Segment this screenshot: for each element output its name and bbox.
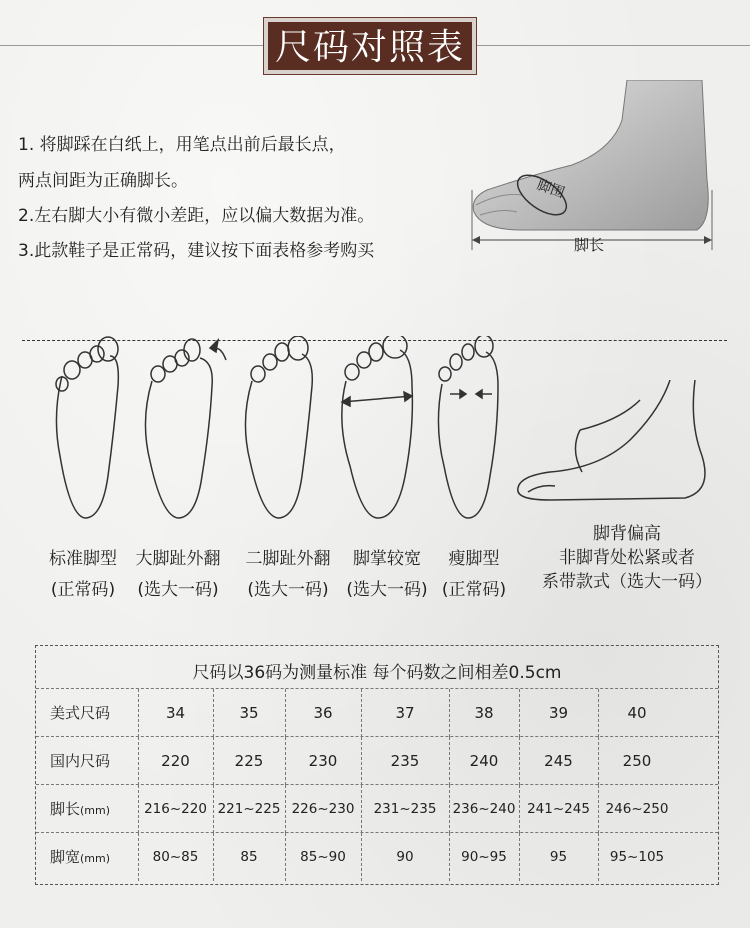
foot-outline-standard — [56, 337, 118, 518]
table-cell: 80~85 — [152, 849, 199, 865]
row-label: 国内尺码 — [50, 752, 111, 770]
table-cell: 225 — [234, 752, 264, 770]
foot-type-bunion-advice: (选大一码) — [137, 580, 219, 600]
foot-type-wide-advice: (选大一码) — [346, 580, 428, 600]
table-cell: 37 — [395, 704, 415, 722]
table-cell: 85~90 — [300, 849, 346, 865]
foot-outline-wide — [342, 336, 413, 518]
table-cell: 230 — [308, 752, 338, 770]
table-cell: 221~225 — [217, 801, 281, 817]
foot-type-standard — [33, 544, 133, 606]
foot-type-wide-name: 脚掌较宽 — [353, 549, 421, 569]
foot-type-standard-name: 标准脚型 — [49, 549, 117, 569]
high-instep-line3: 系带款式（选大一码） — [542, 572, 712, 592]
instruction-1: 1. 将脚踩在白纸上，用笔点出前后最长点， — [18, 135, 346, 155]
table-cell: 35 — [239, 704, 259, 722]
instruction-2: 2.左右脚大小有微小差距，应以偏大数据为准。 — [18, 206, 375, 226]
row-label: 脚宽(mm) — [50, 848, 111, 866]
foot-outline-slim — [438, 336, 498, 518]
foot-types-illustration — [40, 336, 530, 526]
instruction-1-cont: 两点间距为正确脚长。 — [18, 171, 188, 191]
table-cell: 95 — [549, 849, 568, 865]
table-cell: 236~240 — [452, 801, 516, 817]
length-label: 脚长 — [574, 236, 605, 254]
table-row-foot-length — [36, 784, 718, 833]
row-label: 脚长(mm) — [50, 800, 111, 818]
table-cell: 39 — [548, 704, 569, 722]
table-cell: 216~220 — [144, 801, 207, 817]
high-instep-line2: 非脚背处松紧或者 — [559, 548, 695, 568]
table-cell: 38 — [474, 704, 494, 722]
table-cell: 241~245 — [527, 801, 590, 817]
foot-type-standard-advice: (正常码) — [50, 580, 116, 600]
table-cell: 240 — [469, 752, 499, 770]
table-cell: 95~105 — [609, 849, 665, 865]
table-cell: 40 — [627, 704, 647, 722]
table-cell: 231~235 — [373, 801, 437, 817]
table-cell: 36 — [313, 704, 333, 722]
foot-type-second-toe-advice: (选大一码) — [247, 580, 329, 600]
table-cell: 250 — [622, 752, 652, 770]
foot-type-second-toe-name: 二脚趾外翻 — [245, 549, 331, 569]
high-instep-title: 脚背偏高 — [593, 524, 661, 544]
foot-type-slim — [424, 544, 524, 606]
table-cell: 245 — [544, 752, 573, 770]
girth-label: 脚围 — [534, 176, 567, 202]
table-cell: 235 — [390, 752, 420, 770]
table-cell: 220 — [161, 752, 190, 770]
foot-type-slim-name: 瘦脚型 — [448, 549, 500, 569]
foot-type-wide — [337, 544, 437, 606]
foot-outline-second-toe — [245, 336, 312, 518]
foot-type-slim-advice: (正常码) — [441, 580, 507, 600]
high-instep-illustration — [510, 380, 725, 510]
table-cell: 90 — [396, 849, 414, 865]
table-cell: 226~230 — [291, 801, 355, 817]
table-cell: 246~250 — [605, 801, 669, 817]
size-table — [35, 645, 719, 885]
instruction-3: 3.此款鞋子是正常码，建议按下面表格参考购买 — [18, 241, 375, 261]
table-cell: 85 — [240, 849, 258, 865]
foot-outline-bunion — [145, 339, 226, 518]
foot-measure-illustration — [462, 80, 732, 270]
table-row-us-size — [36, 688, 718, 737]
foot-type-second-toe — [238, 544, 338, 606]
foot-type-bunion — [128, 544, 228, 606]
table-cell: 90~95 — [461, 849, 507, 865]
table-cell: 34 — [165, 704, 186, 722]
table-row-foot-width — [36, 832, 718, 881]
foot-type-bunion-name: 大脚趾外翻 — [135, 549, 221, 569]
page-title: 尺码对照表 — [274, 27, 465, 68]
title-banner — [264, 18, 476, 74]
size-table-heading: 尺码以36码为测量标准 每个码数之间相差0.5cm — [192, 663, 562, 683]
row-label: 美式尺码 — [50, 704, 111, 722]
table-row-cn-size — [36, 736, 718, 785]
